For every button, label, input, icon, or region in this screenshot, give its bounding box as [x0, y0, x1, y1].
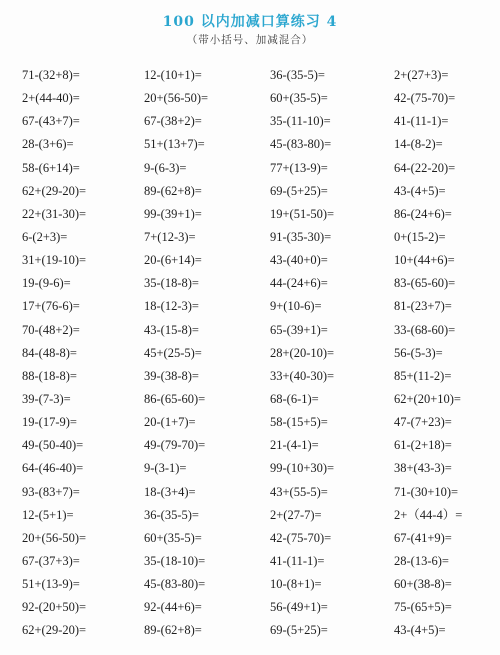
problem-item: 6-(2+3)=	[22, 229, 68, 244]
problem-item: 38+(43-3)=	[394, 461, 452, 476]
problem-item: 39-(38-8)=	[144, 368, 199, 383]
problem-item: 18-(3+4)=	[144, 484, 196, 499]
problem-item: 41-(11-1)=	[270, 553, 325, 568]
problem-item: 10-(8+1)=	[270, 577, 322, 592]
problem-item: 28+(20-10)=	[270, 345, 335, 360]
problem-item: 60+(35-5)=	[270, 91, 328, 106]
problem-item: 18-(12-3)=	[144, 299, 199, 314]
problem-item: 2+（44-4）=	[394, 507, 463, 522]
problem-item: 45-(83-80)=	[270, 137, 332, 152]
problem-item: 36-(35-5)=	[144, 507, 199, 522]
problem-item: 71-(32+8)=	[22, 68, 80, 82]
problem-item: 28-(13-6)=	[394, 553, 449, 568]
problem-item: 14-(8-2)=	[394, 137, 443, 152]
problem-item: 65-(39+1)=	[270, 322, 328, 337]
problem-item: 20+(56-50)=	[144, 91, 209, 106]
problem-item: 60+(35-5)=	[144, 530, 202, 545]
problem-item: 61-(2+18)=	[394, 438, 452, 453]
problem-item: 56-(5-3)=	[394, 345, 443, 360]
problem-item: 51+(13+7)=	[144, 137, 205, 152]
problem-grid	[22, 66, 492, 645]
problem-item: 67-(41+9)=	[394, 530, 452, 545]
problem-item: 60+(38-8)=	[394, 577, 452, 592]
problem-item: 62+(29-20)=	[22, 623, 87, 638]
problem-item: 2+(27-7)=	[270, 507, 322, 522]
problem-item: 9+(10-6)=	[270, 299, 322, 314]
problem-item: 67-(37+3)=	[22, 553, 80, 568]
problem-item: 93-(83+7)=	[22, 484, 80, 499]
problem-item: 92-(44+6)=	[144, 600, 202, 615]
problem-item: 64-(46-40)=	[22, 461, 84, 476]
problem-item: 45-(83-80)=	[144, 577, 206, 592]
problem-item: 43+(55-5)=	[270, 484, 328, 499]
problem-item: 43-(40+0)=	[270, 253, 328, 268]
problem-item: 31+(19-10)=	[22, 253, 87, 268]
problem-item: 9-(6-3)=	[144, 160, 187, 175]
problem-item: 41-(11-1)=	[394, 114, 449, 129]
problem-item: 49-(50-40)=	[22, 438, 84, 453]
problem-item: 44-(24+6)=	[270, 276, 328, 291]
problem-item: 83-(65-60)=	[394, 276, 456, 291]
problem-item: 77+(13-9)=	[270, 160, 328, 175]
problem-item: 12-(5+1)=	[22, 507, 74, 522]
problem-item: 91-(35-30)=	[270, 229, 332, 244]
problem-item: 68-(6-1)=	[270, 391, 319, 406]
problem-item: 75-(65+5)=	[394, 600, 452, 615]
problem-item: 20-(6+14)=	[144, 253, 202, 268]
problem-item: 69-(5+25)=	[270, 183, 328, 198]
problem-item: 43-(15-8)=	[144, 322, 199, 337]
problem-item: 12-(10+1)=	[144, 68, 202, 82]
problem-item: 43-(4+5)=	[394, 183, 446, 198]
problem-item: 56-(49+1)=	[270, 600, 328, 615]
problem-item: 89-(62+8)=	[144, 623, 202, 638]
problem-item: 86-(65-60)=	[144, 391, 206, 406]
problem-item: 17+(76-6)=	[22, 299, 80, 314]
problem-item: 2+(27+3)=	[394, 68, 449, 82]
problem-item: 69-(5+25)=	[270, 623, 328, 638]
problem-item: 39-(7-3)=	[22, 391, 71, 406]
page-title: 100 以内加减口算练习 4	[162, 14, 338, 30]
problem-item: 42-(75-70)=	[394, 91, 456, 106]
problem-item: 70-(48+2)=	[22, 322, 80, 337]
problem-item: 89-(62+8)=	[144, 183, 202, 198]
problem-item: 33-(68-60)=	[394, 322, 456, 337]
problem-item: 2+(44-40)=	[22, 91, 80, 106]
problem-item: 43-(4+5)=	[394, 623, 446, 638]
page-subtitle: （带小括号、加减混合）	[186, 34, 314, 46]
problem-item: 62+(20+10)=	[394, 391, 461, 406]
problem-item: 22+(31-30)=	[22, 206, 87, 221]
problem-item: 33+(40-30)=	[270, 368, 335, 383]
problem-item: 58-(6+14)=	[22, 160, 80, 175]
problem-item: 85+(11-2)=	[394, 368, 452, 383]
problem-item: 99-(39+1)=	[144, 206, 202, 221]
problem-item: 64-(22-20)=	[394, 160, 456, 175]
problem-item: 0+(15-2)=	[394, 229, 446, 244]
problem-item: 9-(3-1)=	[144, 461, 187, 476]
problem-item: 21-(4-1)=	[270, 438, 319, 453]
problem-item: 88-(18-8)=	[22, 368, 77, 383]
problem-item: 19+(51-50)=	[270, 206, 335, 221]
problem-item: 19-(9-6)=	[22, 276, 71, 291]
problem-item: 49-(79-70)=	[144, 438, 206, 453]
problem-item: 47-(7+23)=	[394, 415, 452, 430]
problem-item: 36-(35-5)=	[270, 68, 325, 82]
problem-item: 35-(11-10)=	[270, 114, 331, 129]
problem-item: 86-(24+6)=	[394, 206, 452, 221]
problem-item: 10+(44+6)=	[394, 253, 455, 268]
problem-item: 58-(15+5)=	[270, 415, 328, 430]
problem-item: 35-(18-10)=	[144, 553, 206, 568]
problem-item: 51+(13-9)=	[22, 577, 80, 592]
problem-item: 71-(30+10)=	[394, 484, 459, 499]
problem-item: 92-(20+50)=	[22, 600, 87, 615]
problem-item: 67-(43+7)=	[22, 114, 80, 129]
problem-item: 20+(56-50)=	[22, 530, 87, 545]
problem-item: 81-(23+7)=	[394, 299, 452, 314]
problem-item: 20-(1+7)=	[144, 415, 196, 430]
problem-item: 99-(10+30)=	[270, 461, 335, 476]
problem-item: 42-(75-70)=	[270, 530, 332, 545]
problem-item: 84-(48-8)=	[22, 345, 77, 360]
problem-item: 19-(17-9)=	[22, 415, 77, 430]
problem-item: 28-(3+6)=	[22, 137, 74, 152]
problem-item: 45+(25-5)=	[144, 345, 202, 360]
problem-item: 35-(18-8)=	[144, 276, 199, 291]
problem-item: 7+(12-3)=	[144, 229, 196, 244]
problem-item: 67-(38+2)=	[144, 114, 202, 129]
problem-item: 62+(29-20)=	[22, 183, 87, 198]
